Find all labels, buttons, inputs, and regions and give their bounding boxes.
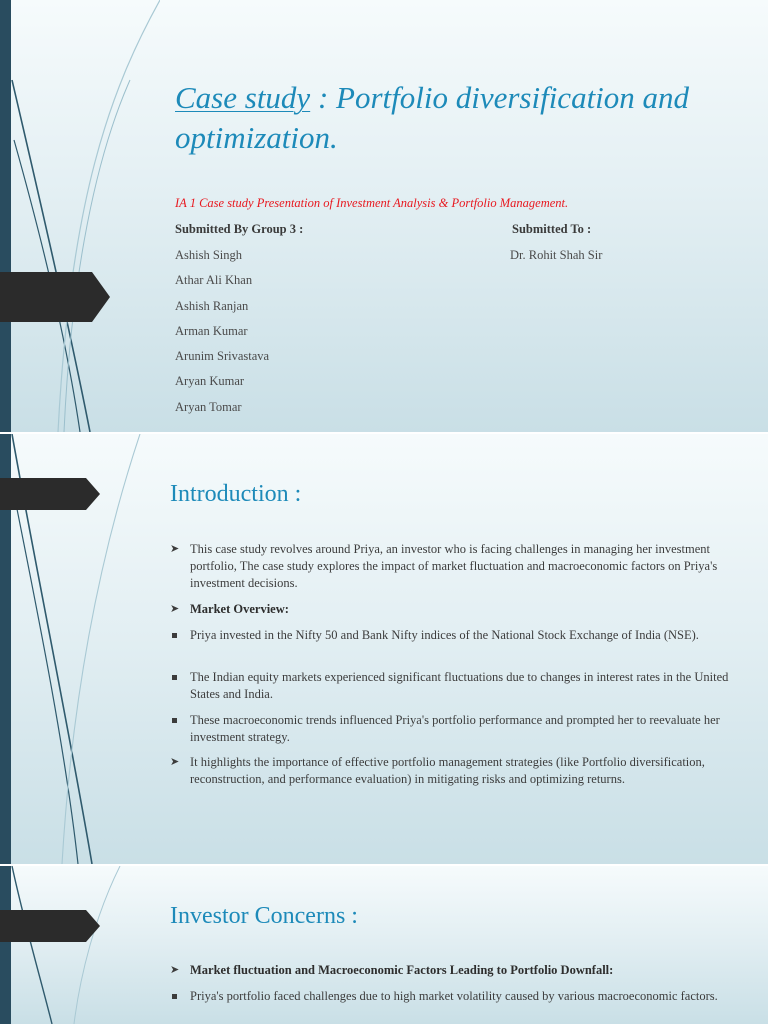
submitted-to-name: Dr. Rohit Shah Sir — [510, 248, 603, 262]
concern-bullet — [170, 962, 730, 979]
slide-title-heading — [175, 78, 735, 158]
presentation-subtitle: IA 1 Case study Presentation of Investment Analysis & Portfolio Management. — [175, 196, 569, 210]
intro-bullet — [170, 712, 730, 746]
decorative-curves — [0, 0, 160, 432]
bullet-text: It highlights the importance of effective portfolio management strategies (like Portfolio diversification, reconstruction, and performance evaluation) in mitigating risks and optimizing returns. — [190, 755, 705, 786]
bullet-text: Priya invested in the Nifty 50 and Bank Nifty indices of the National Stock Exchange of India (NSE). — [190, 628, 699, 642]
arrow-bullet-icon: ➤ — [170, 543, 180, 555]
slide-introduction — [0, 434, 768, 864]
arrow-tag-shape — [0, 478, 100, 510]
member-item: Arman Kumar — [175, 323, 248, 338]
intro-bullet — [170, 669, 730, 703]
intro-bullet — [170, 601, 730, 618]
square-bullet-icon — [170, 712, 188, 729]
intro-bullet — [170, 627, 730, 644]
member-item: Aryan Tomar — [175, 399, 242, 414]
bullet-text: The Indian equity markets experienced significant fluctuations due to changes in interest rates in the United States and India. — [190, 670, 729, 701]
bullet-text: These macroeconomic trends influenced Priya's portfolio performance and prompted her to reevaluate her investment strategy. — [190, 713, 720, 744]
group-members-list — [175, 248, 269, 425]
member-item: Ashish Singh — [175, 248, 243, 262]
square-bullet-icon — [170, 627, 188, 644]
intro-bullet — [170, 541, 730, 592]
title-underlined-part: Case study — [175, 80, 311, 115]
member-item: Ashish Ranjan — [175, 298, 249, 313]
arrow-tag-shape — [0, 910, 100, 942]
square-bullet-icon — [170, 988, 188, 1005]
intro-bullet — [170, 754, 730, 788]
slide-title — [0, 0, 768, 432]
introduction-heading: Introduction : — [170, 481, 302, 507]
title-rest: : Portfolio diversification and optimization. — [175, 80, 690, 155]
submitted-by-label: Submitted By Group 3 : — [175, 222, 304, 236]
bullet-text: Priya's portfolio faced challenges due to high market volatility caused by various macroeconomic factors. — [190, 989, 718, 1003]
decorative-curves — [0, 866, 160, 1024]
member-item: Athar Ali Khan — [175, 273, 253, 288]
member-item: Aryan Kumar — [175, 374, 245, 389]
investor-concerns-heading: Investor Concerns : — [170, 903, 358, 929]
submitted-to-label: Submitted To : — [512, 222, 592, 236]
concern-bullet — [170, 988, 730, 1005]
square-bullet-icon — [170, 669, 188, 686]
bullet-text: This case study revolves around Priya, an investor who is facing challenges in managing her investment portfolio, The case study explores the impact of market fluctuation and macroeconomic factors on Priya's investment decisions. — [190, 542, 718, 590]
member-item: Arunim Srivastava — [175, 349, 270, 364]
bullet-text: Market fluctuation and Macroeconomic Factors Leading to Portfolio Downfall: — [190, 963, 614, 977]
arrow-bullet-icon: ➤ — [170, 964, 180, 976]
arrow-bullet-icon: ➤ — [170, 756, 180, 768]
bullet-text: Market Overview: — [190, 602, 289, 616]
slide-investor-concerns — [0, 866, 768, 1024]
arrow-bullet-icon: ➤ — [170, 603, 180, 615]
arrow-tag-shape — [0, 272, 110, 322]
